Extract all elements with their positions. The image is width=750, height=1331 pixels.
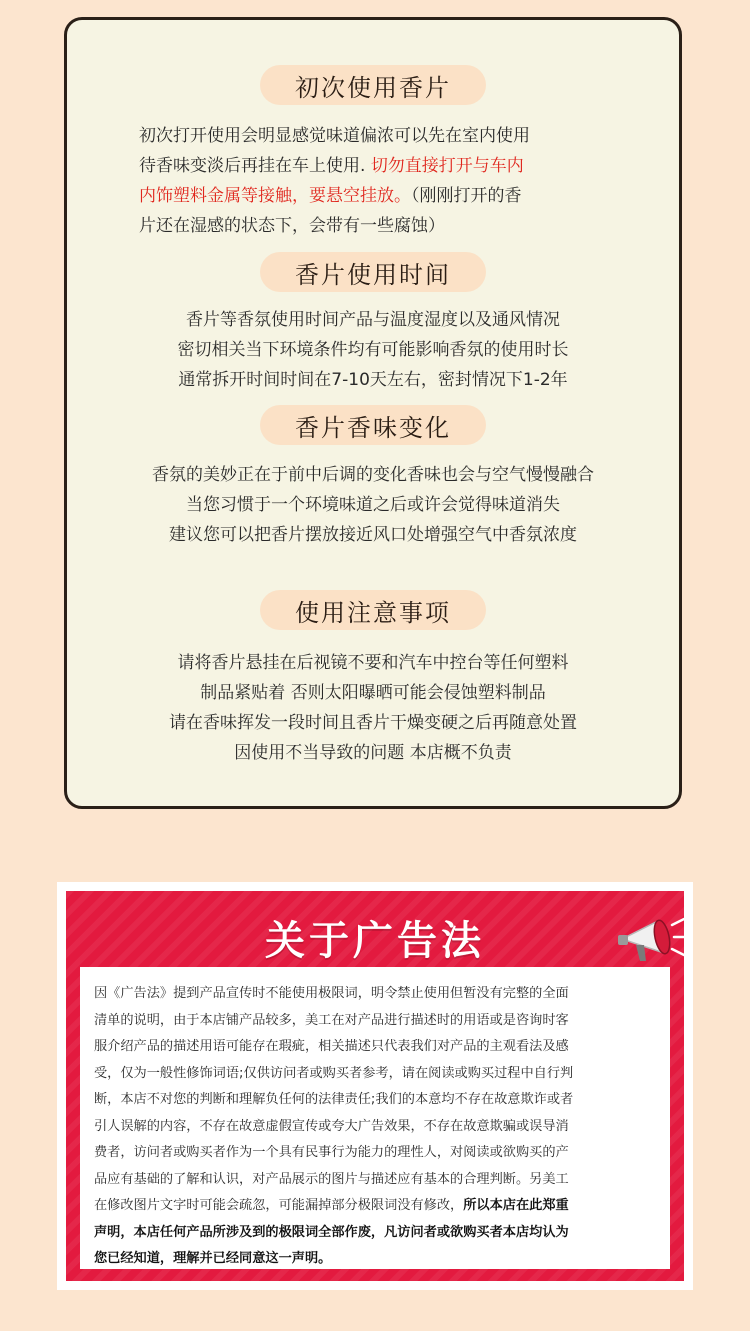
text-segment: 建议您可以把香片摆放接近风口处增强空气中香氛浓度: [169, 525, 577, 545]
text-line: [67, 460, 679, 490]
text-line: [139, 151, 679, 181]
text-segment: 清单的说明，由于本店铺产品较多，美工在对产品进行描述时的用语或是咨询时客: [94, 1012, 569, 1028]
text-line: [94, 1008, 658, 1035]
text-line: [94, 981, 658, 1008]
text-line: [94, 1167, 658, 1194]
text-line: [94, 1140, 658, 1167]
text-line: [94, 1034, 658, 1061]
section-title-scent-change: 香片香味变化: [260, 405, 486, 445]
text-segment: 制品紧贴着 否则太阳曝晒可能会侵蚀塑料制品: [200, 683, 546, 703]
text-line: [139, 211, 679, 241]
text-line: [67, 678, 679, 708]
section-body-usage-time: [67, 305, 679, 395]
text-segment: 断，本店不对您的判断和理解负任何的法律责任;我们的本意均不存在故意欺诈或者: [94, 1092, 574, 1107]
text-line: [94, 1114, 658, 1141]
ad-law-banner: [66, 891, 684, 1281]
text-line: [67, 708, 679, 738]
text-line: [94, 1061, 658, 1088]
text-segment: 请在香味挥发一段时间且香片干燥变硬之后再随意处置: [169, 713, 577, 733]
text-line: [94, 1220, 658, 1247]
text-segment: 请将香片悬挂在后视镜不要和汽车中控台等任何塑料: [177, 653, 569, 673]
text-line: [67, 335, 679, 365]
text-segment: 受，仅为一般性修饰词语;仅供访问者或购买者参考，请在阅读或购买过程中自行判: [94, 1065, 574, 1081]
section-title-first-use: 初次使用香片: [260, 65, 486, 105]
text-line: [139, 181, 679, 211]
text-segment: 通常拆开时间时间在7-10天左右，密封情况下1-2年: [178, 370, 568, 390]
warning-text: 切勿直接打开与车内: [370, 156, 524, 176]
text-segment: 香氛的美妙正在于前中后调的变化香味也会与空气慢慢融合: [152, 465, 594, 485]
text-segment: 品应有基础的了解和认识，对产品展示的图片与描述应有基本的合理判断。另美工: [94, 1171, 569, 1187]
section-body-precautions: [67, 648, 679, 768]
text-line: [67, 365, 679, 395]
text-segment: 密切相关当下环境条件均有可能影响香氛的使用时长: [177, 340, 569, 360]
text-segment: 引人误解的内容，不存在故意虚假宣传或夸大广告效果，不存在故意欺骗或误导消: [94, 1118, 569, 1134]
text-line: [67, 520, 679, 550]
text-line: [94, 1087, 658, 1114]
text-line: [67, 648, 679, 678]
text-segment: 片还在湿感的状态下，会带有一些腐蚀）: [139, 216, 445, 236]
text-segment: 初次打开使用会明显感觉味道偏浓可以先在室内使用: [139, 126, 530, 146]
bold-text: 声明，本店任何产品所涉及到的极限词全部作废，凡访问者或欲购买者本店均认为: [94, 1224, 569, 1240]
text-line: [67, 305, 679, 335]
warning-text: 内饰塑料金属等接触，要悬空挂放。: [139, 186, 411, 206]
usage-notice-card: [64, 17, 682, 809]
ad-law-title: 关于广告法: [265, 918, 485, 964]
ad-law-statement: [80, 967, 670, 1269]
text-segment: 因使用不当导致的问题 本店概不负责: [234, 743, 512, 763]
text-segment: 服介绍产品的描述用语可能存在瑕疵，相关描述只代表我们对产品的主观看法及感: [94, 1039, 569, 1054]
text-segment: 香片等香氛使用时间产品与温度湿度以及通风情况: [186, 310, 560, 330]
text-segment: 当您习惯于一个环境味道之后或许会觉得味道消失: [186, 495, 560, 515]
megaphone-icon: [614, 909, 694, 969]
text-segment: 费者，访问者或购买者作为一个具有民事行为能力的理性人，对阅读或欲购买的产: [94, 1145, 569, 1160]
section-body-scent-change: [67, 460, 679, 550]
text-line: [67, 490, 679, 520]
text-line: [94, 1193, 658, 1220]
section-body-first-use: [139, 121, 679, 241]
text-line: [139, 121, 679, 151]
ad-law-panel: [57, 882, 693, 1290]
text-segment: 在修改图片文字时可能会疏忽，可能漏掉部分极限词没有修改，: [94, 1198, 464, 1213]
bold-text: 您已经知道，理解并已经同意这一声明。: [94, 1251, 332, 1266]
section-title-usage-time: 香片使用时间: [260, 252, 486, 292]
text-segment: 待香味变淡后再挂在车上使用.: [139, 156, 371, 176]
text-line: [94, 1246, 658, 1273]
text-line: [67, 738, 679, 768]
text-segment: 因《广告法》提到产品宣传时不能使用极限词，明令禁止使用但暂没有完整的全面: [94, 986, 569, 1001]
bold-text: 所以本店在此郑重: [463, 1198, 569, 1213]
section-title-precautions: 使用注意事项: [260, 590, 486, 630]
text-segment: （刚刚打开的香: [411, 186, 522, 206]
